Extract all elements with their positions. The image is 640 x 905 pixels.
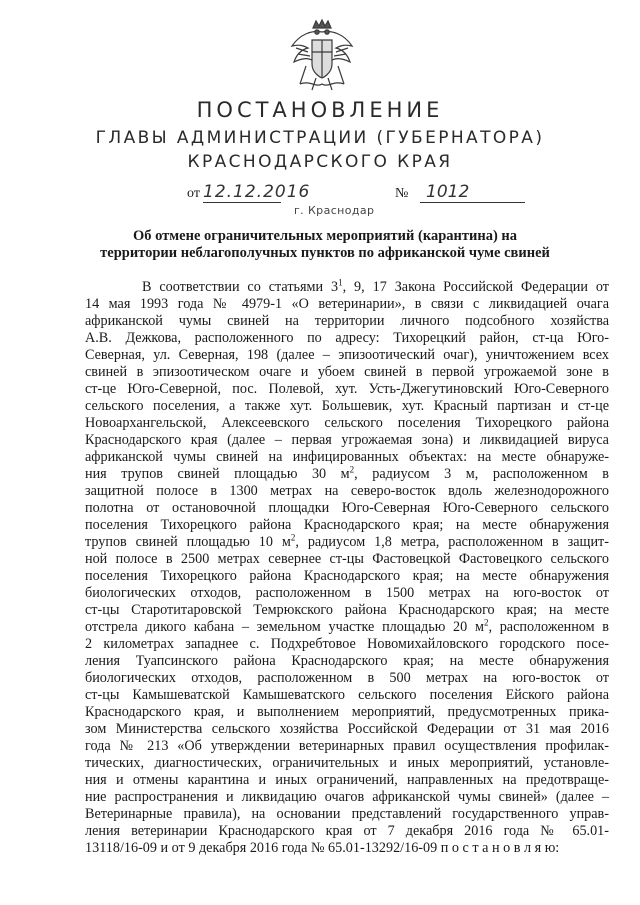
body-line: А.В. Дежкова, расположенного по адресу: Тихорецкий район, ст-ца Юго-	[85, 330, 609, 346]
body-line: биологических отходов, расположенном в 500 метрах на юго-восток от	[85, 670, 609, 686]
body-line: Северная, ул. Северная, 198 (далее – эпизоотический очаг), уничтожением всех	[85, 347, 609, 363]
document-subtitle-line1: ГЛАВЫ АДМИНИСТРАЦИИ (ГУБЕРНАТОРА)	[95, 128, 545, 148]
body-line: ной полосе в 2500 метрах севернее ст-цы Фастовецкой Фастовецкого сельского	[85, 551, 609, 567]
body-line: биологических отходов, расположенном в 1500 метрах на юго-восток от	[85, 585, 609, 601]
body-line: африканской чумы свиней на территории личного подсобного хозяйства	[85, 313, 609, 329]
body-line: ления Туапсинского района Краснодарского края; на месте обнаружения	[85, 653, 609, 669]
body-line	[85, 534, 609, 551]
body-line	[85, 279, 609, 296]
body-text-fragment: , 9, 17 Закона Российской Федерации от	[342, 279, 610, 295]
document-subtitle-line2: КРАСНОДАРСКОГО КРАЯ	[187, 152, 453, 172]
date-label: от	[187, 186, 200, 201]
body-text-fragment: ния трупов свиней площадью 30 м	[85, 466, 350, 482]
body-line: ления ветеринарии Краснодарского края от 7 декабря 2016 года № 65.01-	[85, 823, 609, 839]
body-line: Краснодарского края, и выполнением мероприятий, предусмотренных прика-	[85, 704, 609, 720]
body-line: африканской чумы свиней на инфицированных объектах: на месте обнаруже-	[85, 449, 609, 465]
body-line	[85, 619, 609, 636]
superscript: 2	[483, 617, 489, 628]
city-label: г. Краснодар	[294, 204, 375, 217]
body-line: 2 километрах западнее с. Подхребтовое Новомихайловского городского посе-	[85, 636, 609, 652]
body-text-fragment: трупов свиней площадью 10 м	[85, 534, 291, 550]
heading-line1: Об отмене ограничительных мероприятий (карантина) на	[132, 228, 518, 244]
body-line: защитной полосе в 1300 метрах на северо-восток вдоль железнодорожного	[85, 483, 609, 499]
body-line: 14 мая 1993 года № 4979-1 «О ветеринарии», в связи с ликвидацией очага	[85, 296, 609, 312]
body-line: поселения Тихорецкого района Краснодарского края; на месте обнаружения	[85, 517, 609, 533]
body-line: зом Министерства сельского хозяйства Российской Федерации от 31 мая 2016	[85, 721, 609, 737]
body-line: ния и отмены карантина и иных ограничений, направленных на предотвраще-	[85, 772, 609, 788]
body-line: ст-це Юго-Северной, пос. Полевой, хут. Усть-Джегутиновский Юго-Северного	[85, 381, 609, 397]
document-heading	[90, 228, 560, 262]
superscript: 1	[338, 277, 343, 288]
body-line: полотна от остановочной площадки Юго-Северная Юго-Северного сельского	[85, 500, 609, 516]
body-text-fragment: отстрела дикого кабана – земельном участке площадью 20 м	[85, 619, 484, 635]
body-line: ст-цы Камышеватской Камышеватского сельского поселения Ейского района	[85, 687, 609, 703]
body-line: свиней в эпизоотическом очаге и убоем свиней в первой угрожаемой зоне в	[85, 364, 609, 380]
number-value: 1012	[420, 182, 525, 203]
number-label: №	[395, 186, 409, 201]
body-line: сельского поселения, а также хут. Большевик, хут. Красный партизан и ст-це	[85, 398, 609, 414]
body-line: года № 213 «Об утверждении ветеринарных правил осуществления профилак-	[85, 738, 609, 754]
body-line: 13118/16-09 и от 9 декабря 2016 года № 65.01-13292/16-09 п о с т а н о в л я ю:	[85, 840, 560, 856]
superscript: 2	[290, 532, 296, 543]
date-value: 12.12.2016	[203, 182, 311, 202]
superscript: 2	[349, 464, 355, 475]
document-title: ПОСТАНОВЛЕНИЕ	[196, 98, 444, 122]
body-line: Ветеринарные правила), на основании представлений государственного управ-	[85, 806, 609, 822]
body-line: поселения Тихорецкого района Краснодарского края; на месте обнаружения	[85, 568, 609, 584]
coat-of-arms-icon	[286, 18, 358, 94]
body-text	[85, 279, 609, 857]
body-text-fragment: , радиусом 1,8 метра, расположенном в защит-	[295, 534, 609, 550]
body-line: ние распространения и ликвидацию очагов африканской чумы свиней» (далее –	[85, 789, 609, 805]
body-line: Краснодарского края (далее – первая угрожаемая зона) и ликвидацией вируса	[85, 432, 609, 448]
heading-line2: территории неблагополучных пунктов по африканской чуме свиней	[100, 245, 550, 261]
body-text-fragment: В соответствии со статьями 3	[142, 279, 339, 295]
body-line: Новоархангельской, Алексеевского сельского поселения Тихорецкого района	[85, 415, 609, 431]
body-line: тических, диагностических, ограничительных и иных мероприятий, установле-	[85, 755, 609, 771]
body-text-fragment: , радиусом 3 м, расположенном в	[354, 466, 609, 482]
body-text-fragment: , расположенном в	[488, 619, 610, 635]
body-line	[85, 466, 609, 483]
body-line: ст-цы Старотитаровской Темрюкского района Краснодарского края; на месте	[85, 602, 609, 618]
